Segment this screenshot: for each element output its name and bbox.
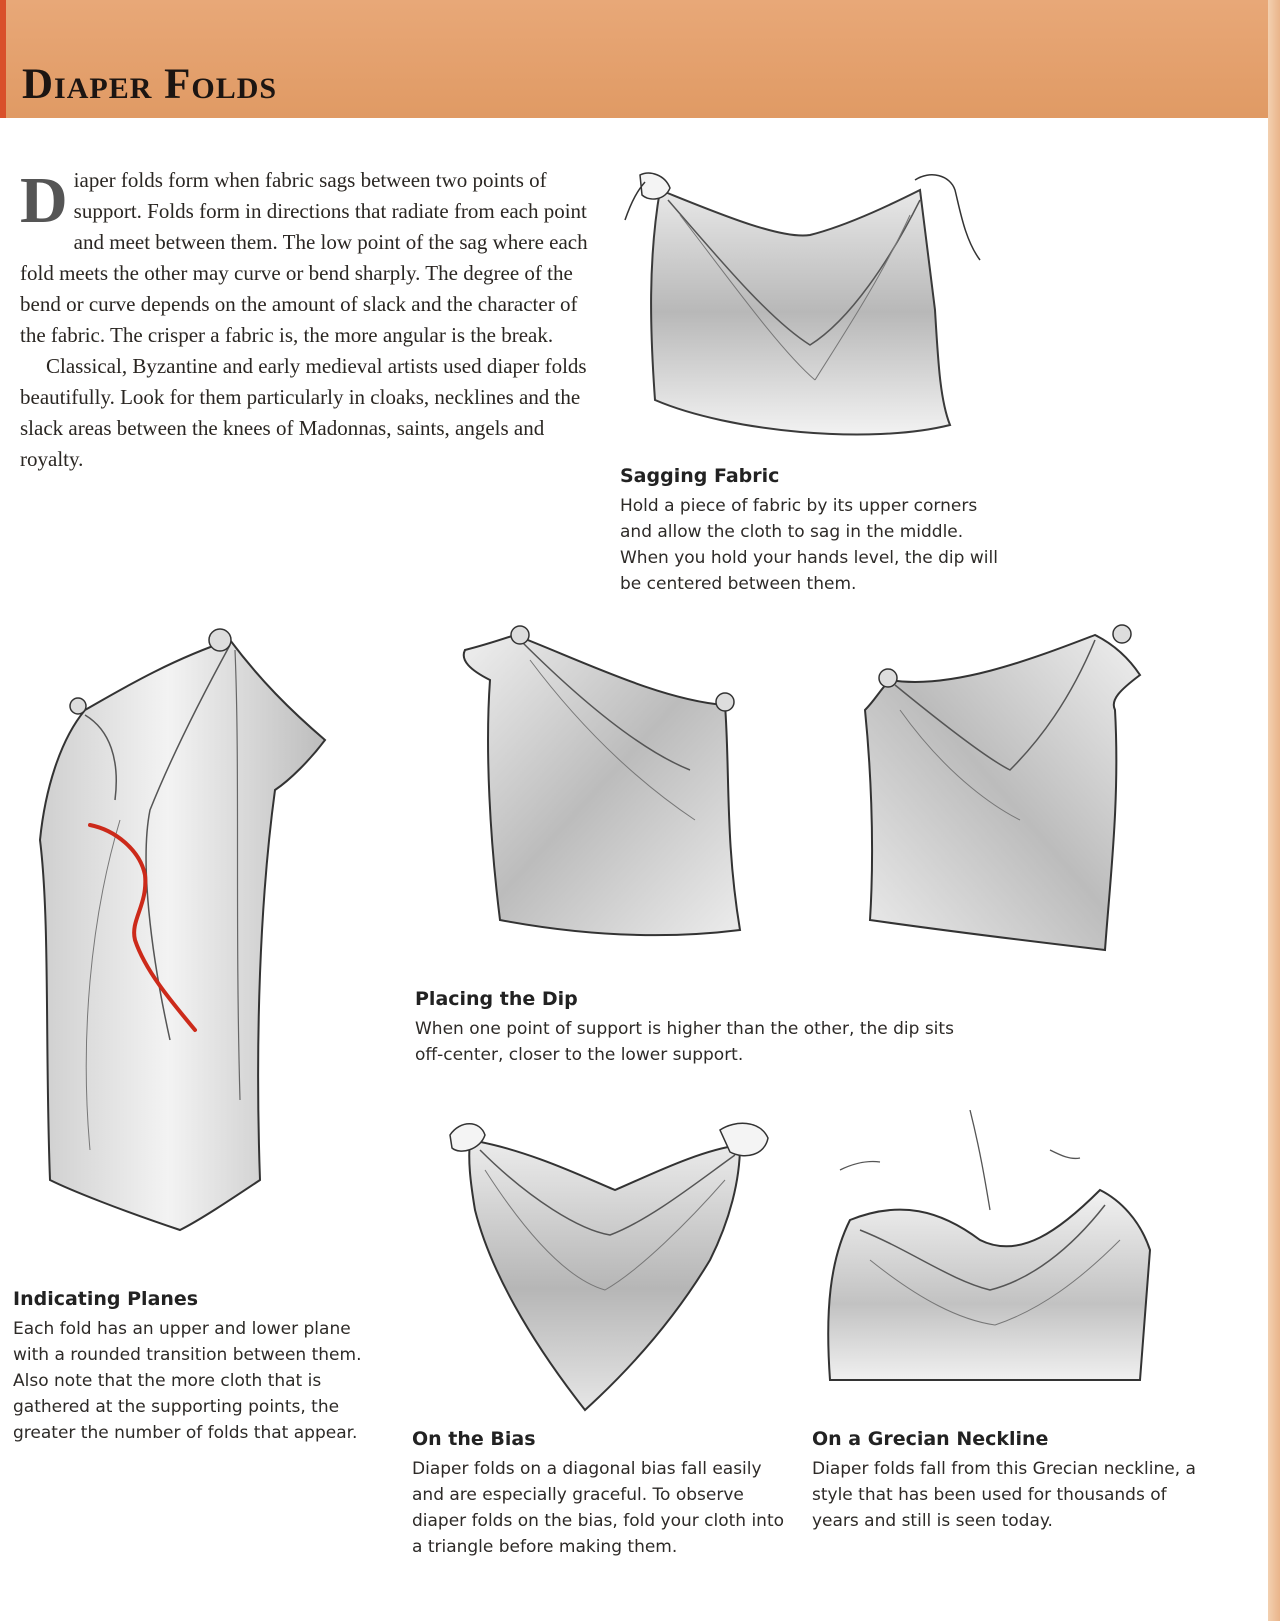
sagging-fabric-illustration: [620, 170, 990, 455]
intro-paragraph-2: Classical, Byzantine and early medieval artists used diaper folds beautifully. Look for them particularly in cloaks, necklines and the slack areas between the knees of Madonnas, saints, angels and royalty.: [20, 354, 587, 471]
caption-title: Indicating Planes: [13, 1288, 199, 1310]
caption-on-the-bias: [412, 1428, 792, 1560]
caption-body: Each fold has an upper and lower plane with a rounded transition between them. Also note that the more cloth that is gathered at the supporting points, the greater the number of folds that appear.: [13, 1319, 362, 1443]
caption-grecian-neckline: [812, 1428, 1202, 1534]
drop-cap: D: [20, 164, 68, 237]
caption-body: Hold a piece of fabric by its upper corners and allow the cloth to sag in the middle. When you hold your hands level, the dip will be centered between them.: [620, 496, 998, 594]
indicating-planes-illustration: [20, 620, 340, 1260]
grecian-neckline-illustration: [820, 1110, 1160, 1400]
caption-placing-the-dip: [415, 988, 965, 1068]
caption-body: Diaper folds on a diagonal bias fall easily and are especially graceful. To observe diaper folds on the bias, fold your cloth into a triangle before making them.: [412, 1459, 785, 1557]
caption-body: Diaper folds fall from this Grecian neckline, a style that has been used for thousands of years and still is seen today.: [812, 1459, 1196, 1531]
caption-indicating-planes: [13, 1288, 383, 1446]
header-band: [0, 0, 1274, 118]
page-title: Diaper Folds: [22, 61, 278, 108]
caption-sagging-fabric: [620, 465, 1000, 597]
intro-text: [20, 165, 592, 475]
placing-dip-illustration-right: [850, 620, 1150, 960]
page-edge-strip: [1268, 0, 1280, 1621]
intro-paragraph-1: [20, 165, 592, 351]
caption-body: When one point of support is higher than the other, the dip sits off-center, closer to the lower support.: [415, 1019, 954, 1065]
caption-title: Sagging Fabric: [620, 465, 780, 487]
on-bias-illustration: [440, 1120, 780, 1420]
caption-title: Placing the Dip: [415, 988, 578, 1010]
caption-title: On the Bias: [412, 1428, 536, 1450]
placing-dip-illustration-left: [460, 620, 760, 950]
caption-title: On a Grecian Neckline: [812, 1428, 1049, 1450]
intro-paragraph-1-text: iaper folds form when fabric sags between two points of support. Folds form in directions that radiate from each point and meet between them. The low point of the sag where each fold meets the other may curve or bend sharply. The degree of the bend or curve depends on the amount of slack and the character of the fabric. The crisper a fabric is, the more angular is the break.: [20, 168, 588, 347]
